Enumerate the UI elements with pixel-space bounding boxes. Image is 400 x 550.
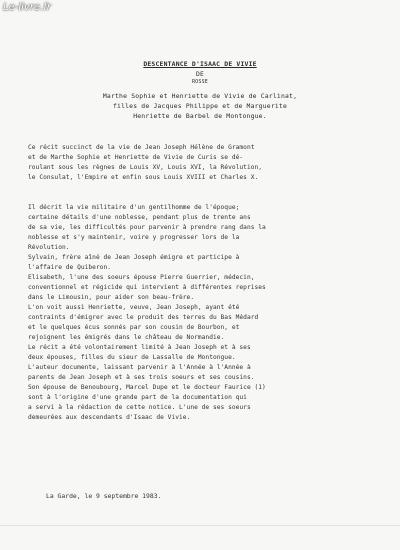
title-line-3: ROSSE — [191, 79, 209, 85]
watermark-logo: Le-livre.fr — [3, 2, 51, 13]
title-line-2: DE — [195, 70, 205, 78]
main-paragraph: Il décrit la vie militaire d'un gentilhomme de l'époque; certaine détails d'une noblesse, pendant plus de trente ans de sa vie, les difficultés pour parvenir à prendre rang dans la noblesse et s'y maintenir, voire y progresser lors de la Révolution. Sylvain, frère aîné de Jean Joseph émigre et participe à l'affaire de Quiberon. Elisabeth, l'une des soeurs épouse Pierre Guerrier, médecin, conventionnel et régicide qui intervient à différentes reprises dans le Limousin, pour aider son beau-frère. L'on voit aussi Henriette, veuve, Jean Joseph, ayant été contraints d'émigrer avec le produit des terres du Bas Médard et le quelques écus sonnés par son cousin de Bourbon, et rejoignent les émigrés dans le château de Normandie. Le récit a été volontairement limité à Jean Joseph et à ses deux épouses, filles du sieur de Lassalle de Montongue. L'auteur documente, laissant parvenir à l'Année à l'Année à parents de Jean Joseph et à ses trois soeurs et ses cousins. Son épouse de Benoubourg, Marcel Dupe et le docteur Faurice (1) sont à l'origine d'une grande part de la documentation qui a servi à la rédaction de cette notice. L'une de ses soeurs demeurées aux descendants d'Isaac de Vivie. — [28, 204, 266, 421]
intro-paragraph: Ce récit succinct de la vie de Jean Joseph Hélène de Gramont et de Marthe Sophie et Henriette de Vivie de Curis se dé- roulant sous les règnes de Louis XV, Louis XVI, la Révolution, le Consulat, l'Empire et enfin sous Louis XVIII et Charles X. — [28, 144, 263, 181]
subtitle-line-1: Marthe Sophie et Henriette de Vivie de Carlinat, — [102, 92, 298, 100]
subtitle-line-2: filles de Jacques Philippe et de Marguerite — [112, 102, 288, 110]
subtitle-line-3: Henriette de Barbel de Montongue. — [133, 112, 267, 120]
page-fold-line — [0, 525, 400, 526]
document-title: DESCENTANCE D'ISAAC DE VIVIE — [143, 60, 257, 68]
date-line: La Garde, le 9 septembre 1983. — [46, 492, 162, 500]
